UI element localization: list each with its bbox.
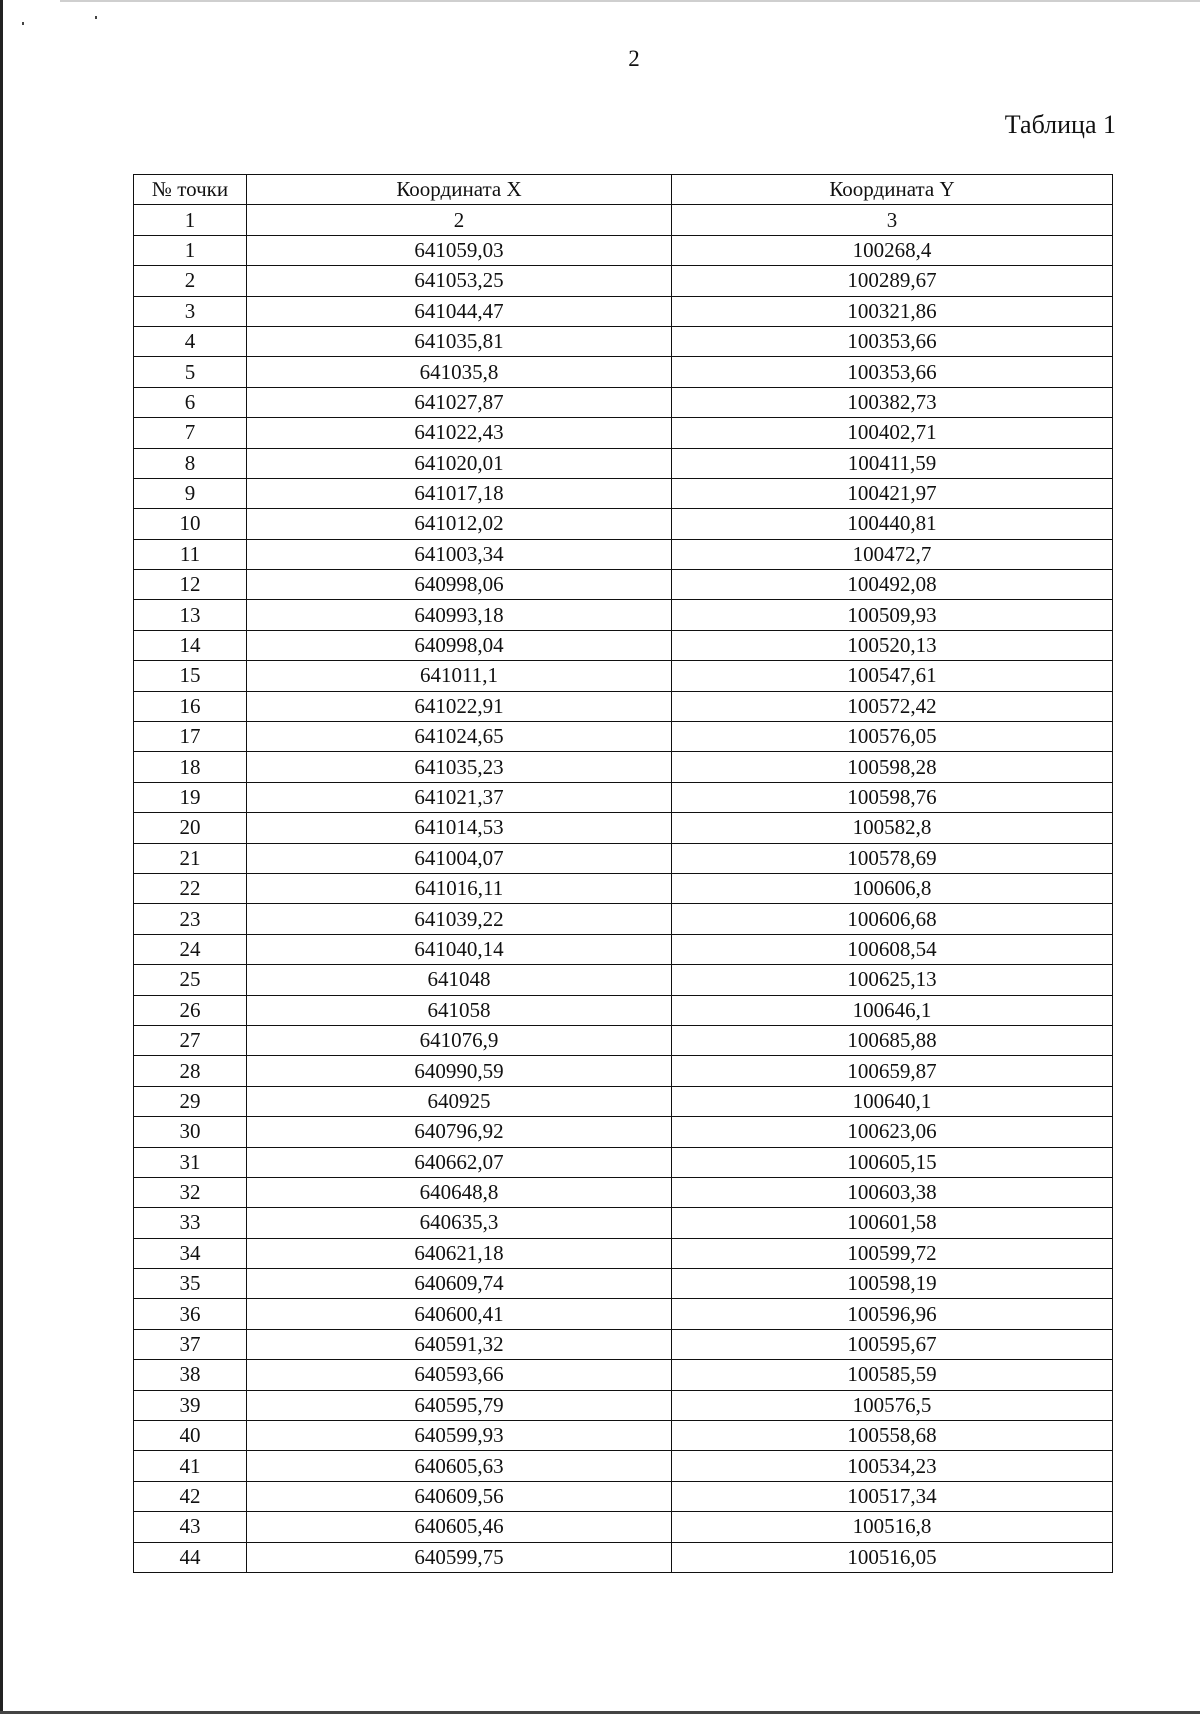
table-row	[134, 934, 1113, 964]
point-number-cell: 16	[134, 691, 247, 721]
table-row	[134, 387, 1113, 417]
table-row	[134, 1299, 1113, 1329]
coordinate-x-cell: 640990,59	[247, 1056, 672, 1086]
table-row	[134, 1269, 1113, 1299]
point-number-cell: 2	[134, 266, 247, 296]
point-number-cell: 8	[134, 448, 247, 478]
point-number-cell: 40	[134, 1421, 247, 1451]
point-number-cell: 30	[134, 1117, 247, 1147]
table-row	[134, 1390, 1113, 1420]
table-row	[134, 296, 1113, 326]
point-number-cell: 23	[134, 904, 247, 934]
table-row	[134, 326, 1113, 356]
point-number-cell: 10	[134, 509, 247, 539]
coordinate-y-cell: 100608,54	[672, 934, 1113, 964]
header-coordinate-y: Координата Y	[672, 175, 1113, 205]
point-number-cell: 14	[134, 630, 247, 660]
coordinate-y-cell: 100598,28	[672, 752, 1113, 782]
coordinate-y-cell: 100520,13	[672, 630, 1113, 660]
table-row	[134, 1177, 1113, 1207]
page-number: 2	[628, 46, 640, 71]
coordinate-x-cell: 641035,8	[247, 357, 672, 387]
coordinate-x-cell: 640993,18	[247, 600, 672, 630]
point-number-cell: 26	[134, 995, 247, 1025]
point-number-cell: 25	[134, 965, 247, 995]
coordinate-y-cell: 100595,67	[672, 1329, 1113, 1359]
table-row	[134, 1481, 1113, 1511]
point-number-cell: 6	[134, 387, 247, 417]
coordinate-y-cell: 100576,05	[672, 722, 1113, 752]
coordinate-y-cell: 100572,42	[672, 691, 1113, 721]
coordinate-x-cell: 640600,41	[247, 1299, 672, 1329]
point-number-cell: 37	[134, 1329, 247, 1359]
coordinate-y-cell: 100321,86	[672, 296, 1113, 326]
table-row	[134, 813, 1113, 843]
point-number-cell: 22	[134, 873, 247, 903]
point-number-cell: 44	[134, 1542, 247, 1572]
table-row	[134, 235, 1113, 265]
coordinate-y-cell: 100625,13	[672, 965, 1113, 995]
table-row	[134, 661, 1113, 691]
coordinate-y-cell: 100440,81	[672, 509, 1113, 539]
coordinate-y-cell: 100601,58	[672, 1208, 1113, 1238]
point-number-cell: 34	[134, 1238, 247, 1268]
point-number-cell: 12	[134, 570, 247, 600]
point-number-cell: 1	[134, 235, 247, 265]
table-row	[134, 1208, 1113, 1238]
point-number-cell: 39	[134, 1390, 247, 1420]
table-row	[134, 539, 1113, 569]
coordinate-x-cell: 640595,79	[247, 1390, 672, 1420]
coordinate-y-cell: 100578,69	[672, 843, 1113, 873]
coordinate-y-cell: 100411,59	[672, 448, 1113, 478]
point-number-cell: 38	[134, 1360, 247, 1390]
scan-speck	[22, 22, 24, 25]
table-row	[134, 418, 1113, 448]
coordinate-x-cell: 641024,65	[247, 722, 672, 752]
table-row	[134, 843, 1113, 873]
table-row	[134, 630, 1113, 660]
table-body	[134, 235, 1113, 1572]
table-row	[134, 1512, 1113, 1542]
column-number-row	[134, 205, 1113, 235]
table-row	[134, 1056, 1113, 1086]
point-number-cell: 36	[134, 1299, 247, 1329]
point-number-cell: 3	[134, 296, 247, 326]
point-number-cell: 19	[134, 782, 247, 812]
coordinate-x-cell: 641004,07	[247, 843, 672, 873]
coordinate-y-cell: 100421,97	[672, 478, 1113, 508]
coordinate-y-cell: 100558,68	[672, 1421, 1113, 1451]
table-row	[134, 448, 1113, 478]
point-number-cell: 43	[134, 1512, 247, 1542]
coordinate-y-cell: 100402,71	[672, 418, 1113, 448]
coordinate-y-cell: 100547,61	[672, 661, 1113, 691]
table-row	[134, 1238, 1113, 1268]
coordinate-x-cell: 640998,04	[247, 630, 672, 660]
table-row	[134, 965, 1113, 995]
point-number-cell: 29	[134, 1086, 247, 1116]
coordinate-y-cell: 100598,76	[672, 782, 1113, 812]
coordinate-x-cell: 640609,56	[247, 1481, 672, 1511]
coordinate-y-cell: 100492,08	[672, 570, 1113, 600]
column-number: 2	[247, 205, 672, 235]
coordinate-y-cell: 100599,72	[672, 1238, 1113, 1268]
point-number-cell: 27	[134, 1025, 247, 1055]
point-number-cell: 9	[134, 478, 247, 508]
coordinate-y-cell: 100646,1	[672, 995, 1113, 1025]
coordinate-y-cell: 100605,15	[672, 1147, 1113, 1177]
point-number-cell: 35	[134, 1269, 247, 1299]
header-point-number: № точки	[134, 175, 247, 205]
coordinate-y-cell: 100382,73	[672, 387, 1113, 417]
point-number-cell: 41	[134, 1451, 247, 1481]
table-row	[134, 357, 1113, 387]
coordinate-x-cell: 640648,8	[247, 1177, 672, 1207]
coordinate-x-cell: 641035,81	[247, 326, 672, 356]
scan-speck	[95, 16, 97, 19]
coordinate-x-cell: 641040,14	[247, 934, 672, 964]
table-row	[134, 1329, 1113, 1359]
table-row	[134, 1542, 1113, 1572]
table-row	[134, 1117, 1113, 1147]
coordinate-x-cell: 641021,37	[247, 782, 672, 812]
point-number-cell: 31	[134, 1147, 247, 1177]
table-row	[134, 752, 1113, 782]
coordinate-x-cell: 641017,18	[247, 478, 672, 508]
coordinate-y-cell: 100606,68	[672, 904, 1113, 934]
coordinate-x-cell: 640605,63	[247, 1451, 672, 1481]
table-row	[134, 1147, 1113, 1177]
coordinate-y-cell: 100606,8	[672, 873, 1113, 903]
table-row	[134, 691, 1113, 721]
coordinate-y-cell: 100603,38	[672, 1177, 1113, 1207]
coordinate-x-cell: 640591,32	[247, 1329, 672, 1359]
coordinate-x-cell: 641035,23	[247, 752, 672, 782]
coordinate-y-cell: 100596,96	[672, 1299, 1113, 1329]
point-number-cell: 11	[134, 539, 247, 569]
coordinate-y-cell: 100353,66	[672, 326, 1113, 356]
table-row	[134, 570, 1113, 600]
coordinate-x-cell: 640635,3	[247, 1208, 672, 1238]
coordinate-x-cell: 640599,75	[247, 1542, 672, 1572]
coordinate-x-cell: 640593,66	[247, 1360, 672, 1390]
coordinate-y-cell: 100516,05	[672, 1542, 1113, 1572]
coordinate-x-cell: 641039,22	[247, 904, 672, 934]
coordinate-x-cell: 641044,47	[247, 296, 672, 326]
table-row	[134, 1421, 1113, 1451]
coordinate-y-cell: 100509,93	[672, 600, 1113, 630]
coordinate-x-cell: 641053,25	[247, 266, 672, 296]
coordinate-x-cell: 640621,18	[247, 1238, 672, 1268]
point-number-cell: 32	[134, 1177, 247, 1207]
coordinate-x-cell: 640925	[247, 1086, 672, 1116]
point-number-cell: 33	[134, 1208, 247, 1238]
point-number-cell: 28	[134, 1056, 247, 1086]
coordinate-x-cell: 641058	[247, 995, 672, 1025]
coordinate-y-cell: 100640,1	[672, 1086, 1113, 1116]
table-row	[134, 478, 1113, 508]
table-row	[134, 1086, 1113, 1116]
column-number: 3	[672, 205, 1113, 235]
table-header-row	[134, 175, 1113, 205]
coordinate-y-cell: 100534,23	[672, 1451, 1113, 1481]
header-coordinate-x: Координата X	[247, 175, 672, 205]
table-row	[134, 995, 1113, 1025]
coordinate-y-cell: 100623,06	[672, 1117, 1113, 1147]
point-number-cell: 5	[134, 357, 247, 387]
coordinate-y-cell: 100576,5	[672, 1390, 1113, 1420]
point-number-cell: 24	[134, 934, 247, 964]
coordinate-x-cell: 641048	[247, 965, 672, 995]
point-number-cell: 15	[134, 661, 247, 691]
table-row	[134, 266, 1113, 296]
coordinate-y-cell: 100585,59	[672, 1360, 1113, 1390]
table-row	[134, 1025, 1113, 1055]
coordinate-y-cell: 100516,8	[672, 1512, 1113, 1542]
point-number-cell: 17	[134, 722, 247, 752]
coordinate-y-cell: 100659,87	[672, 1056, 1113, 1086]
table-caption: Таблица 1	[1004, 110, 1116, 139]
column-number: 1	[134, 205, 247, 235]
coordinate-x-cell: 641027,87	[247, 387, 672, 417]
coordinate-y-cell: 100598,19	[672, 1269, 1113, 1299]
coordinate-x-cell: 641003,34	[247, 539, 672, 569]
table-row	[134, 509, 1113, 539]
coordinate-y-cell: 100685,88	[672, 1025, 1113, 1055]
point-number-cell: 42	[134, 1481, 247, 1511]
coordinate-x-cell: 640605,46	[247, 1512, 672, 1542]
coordinate-y-cell: 100289,67	[672, 266, 1113, 296]
coordinate-x-cell: 640599,93	[247, 1421, 672, 1451]
coordinate-x-cell: 641014,53	[247, 813, 672, 843]
table-row	[134, 600, 1113, 630]
coordinate-x-cell: 641059,03	[247, 235, 672, 265]
coordinate-x-cell: 641020,01	[247, 448, 672, 478]
point-number-cell: 4	[134, 326, 247, 356]
coordinate-x-cell: 641022,43	[247, 418, 672, 448]
point-number-cell: 18	[134, 752, 247, 782]
table-row	[134, 873, 1113, 903]
coordinate-x-cell: 641012,02	[247, 509, 672, 539]
coordinate-y-cell: 100268,4	[672, 235, 1113, 265]
coordinates-table	[133, 174, 1113, 1573]
point-number-cell: 21	[134, 843, 247, 873]
coordinate-x-cell: 640796,92	[247, 1117, 672, 1147]
table-row	[134, 1451, 1113, 1481]
scan-edge-top	[60, 0, 1200, 2]
coordinate-x-cell: 640609,74	[247, 1269, 672, 1299]
coordinate-x-cell: 641022,91	[247, 691, 672, 721]
table-row	[134, 904, 1113, 934]
table-row	[134, 722, 1113, 752]
coordinate-y-cell: 100472,7	[672, 539, 1113, 569]
coordinate-x-cell: 641011,1	[247, 661, 672, 691]
coordinate-x-cell: 641076,9	[247, 1025, 672, 1055]
scan-edge-left	[0, 0, 3, 1714]
point-number-cell: 7	[134, 418, 247, 448]
table-row	[134, 782, 1113, 812]
coordinate-y-cell: 100582,8	[672, 813, 1113, 843]
coordinate-x-cell: 641016,11	[247, 873, 672, 903]
coordinate-x-cell: 640998,06	[247, 570, 672, 600]
point-number-cell: 13	[134, 600, 247, 630]
coordinate-y-cell: 100353,66	[672, 357, 1113, 387]
coordinate-y-cell: 100517,34	[672, 1481, 1113, 1511]
table-row	[134, 1360, 1113, 1390]
point-number-cell: 20	[134, 813, 247, 843]
coordinate-x-cell: 640662,07	[247, 1147, 672, 1177]
